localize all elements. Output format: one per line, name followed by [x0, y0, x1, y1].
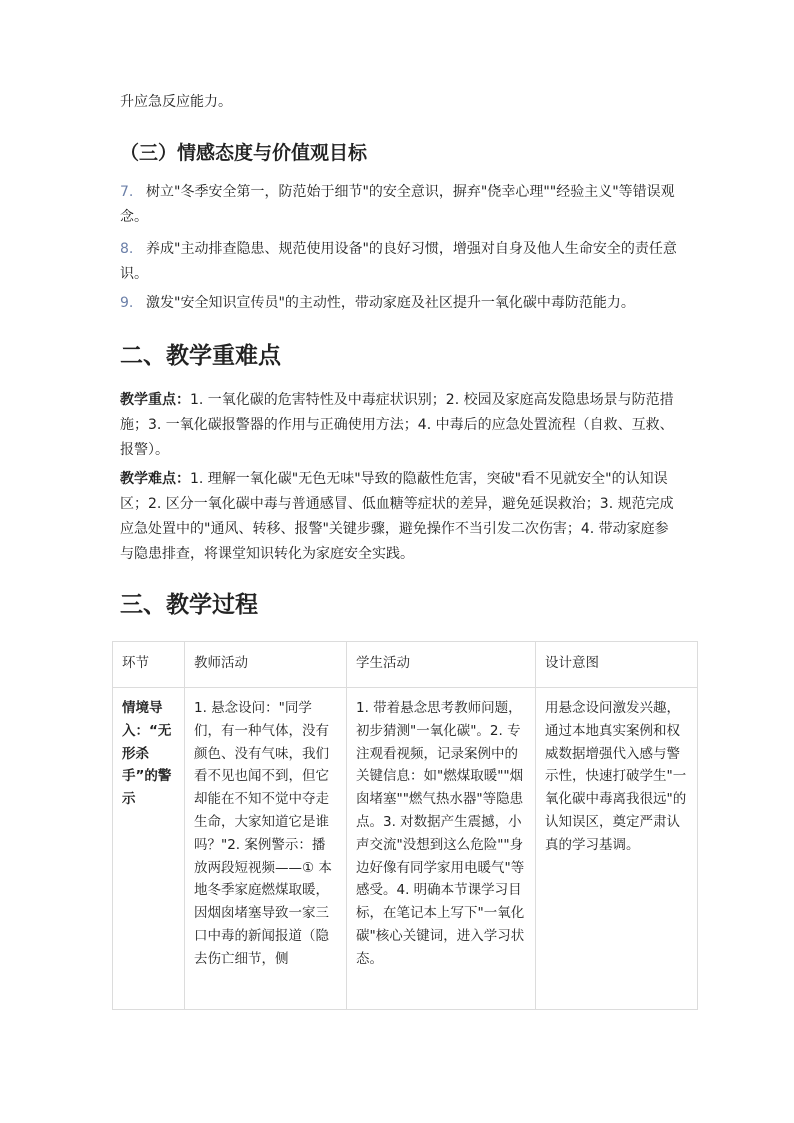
- design-intent-cell: 用悬念设问激发兴趣，通过本地真实案例和权威数据增强代入感与警示性，快速打破学生"一氧化碳中毒离我很远"的认知误区，奠定严肃认真的学习基调。: [536, 688, 698, 1010]
- list-text: 树立"冬季安全第一，防范始于细节"的安全意识，摒弃"侥幸心理""经验主义"等错误观念。: [120, 184, 675, 225]
- table-row: [113, 688, 698, 1010]
- teaching-difficulty-text: 1. 理解一氧化碳"无色无味"导致的隐蔽性危害，突破"看不见就安全"的认知误区；2. 区分一氧化碳中毒与普通感冒、低血糖等症状的差异，避免延误救治；3. 规范完成应急处置中的"通风、转移、报警"关键步骤，避免操作不当引发二次伤害；4. 带动家庭参与隐患排查，将课堂知识转化为家庭安全实践。: [120, 471, 674, 562]
- teaching-focus-label: 教学重点：: [120, 392, 190, 408]
- list-item: [120, 291, 682, 316]
- table-header-cell: 学生活动: [347, 642, 536, 688]
- section-heading-affective-goals: （三）情感态度与价值观目标: [120, 142, 368, 164]
- table-header-row: [113, 642, 698, 688]
- stage-cell: 情境导入：“无形杀手”的警示: [113, 688, 185, 1010]
- list-number: 7.: [120, 184, 134, 200]
- list-item: [120, 180, 682, 230]
- teacher-activity-cell: 1. 悬念设问："同学们，有一种气体，没有颜色、没有气味，我们看不见也闻不到，但它却能在不知不觉中夺走生命，大家知道它是谁吗？"2. 案例警示：播放两段短视频——① 本地冬季家庭燃煤取暖，因烟囱堵塞导致一家三口中毒的新闻报道（隐去伤亡细节，侧: [185, 688, 347, 1010]
- list-text: 激发"安全知识宣传员"的主动性，带动家庭及社区提升一氧化碳中毒防范能力。: [146, 295, 635, 311]
- table-header-cell: 设计意图: [536, 642, 698, 688]
- intro-fragment: 升应急反应能力。: [120, 94, 232, 110]
- table-header-cell: 教师活动: [185, 642, 347, 688]
- list-text: 养成"主动排查隐患、规范使用设备"的良好习惯，增强对自身及他人生命安全的责任意识。: [120, 241, 677, 282]
- teaching-focus-paragraph: [120, 388, 682, 463]
- student-activity-cell: 1. 带着悬念思考教师问题，初步猜测"一氧化碳"。2. 专注观看视频，记录案例中的关键信息：如"燃煤取暖""烟囱堵塞""燃气热水器"等隐患点。3. 对数据产生震撼，小声交流"没想到这么危险""身边好像有同学家用电暖气"等感受。4. 明确本节课学习目标，在笔记本上写下"一氧化碳"核心关键词，进入学习状态。: [347, 688, 536, 1010]
- list-item: [120, 237, 682, 287]
- teaching-difficulty-paragraph: [120, 467, 682, 567]
- teaching-difficulty-label: 教学难点：: [120, 471, 190, 487]
- teaching-process-table: [112, 641, 698, 1010]
- teaching-focus-text: 1. 一氧化碳的危害特性及中毒症状识别；2. 校园及家庭高发隐患场景与防范措施；3. 一氧化碳报警器的作用与正确使用方法；4. 中毒后的应急处置流程（自救、互救、报警）。: [120, 392, 674, 458]
- list-number: 9.: [120, 295, 134, 311]
- table-header-cell: 环节: [113, 642, 185, 688]
- section-heading-teaching-process: 三、教学过程: [120, 592, 258, 618]
- list-number: 8.: [120, 241, 134, 257]
- section-heading-key-difficulties: 二、教学重难点: [120, 343, 281, 369]
